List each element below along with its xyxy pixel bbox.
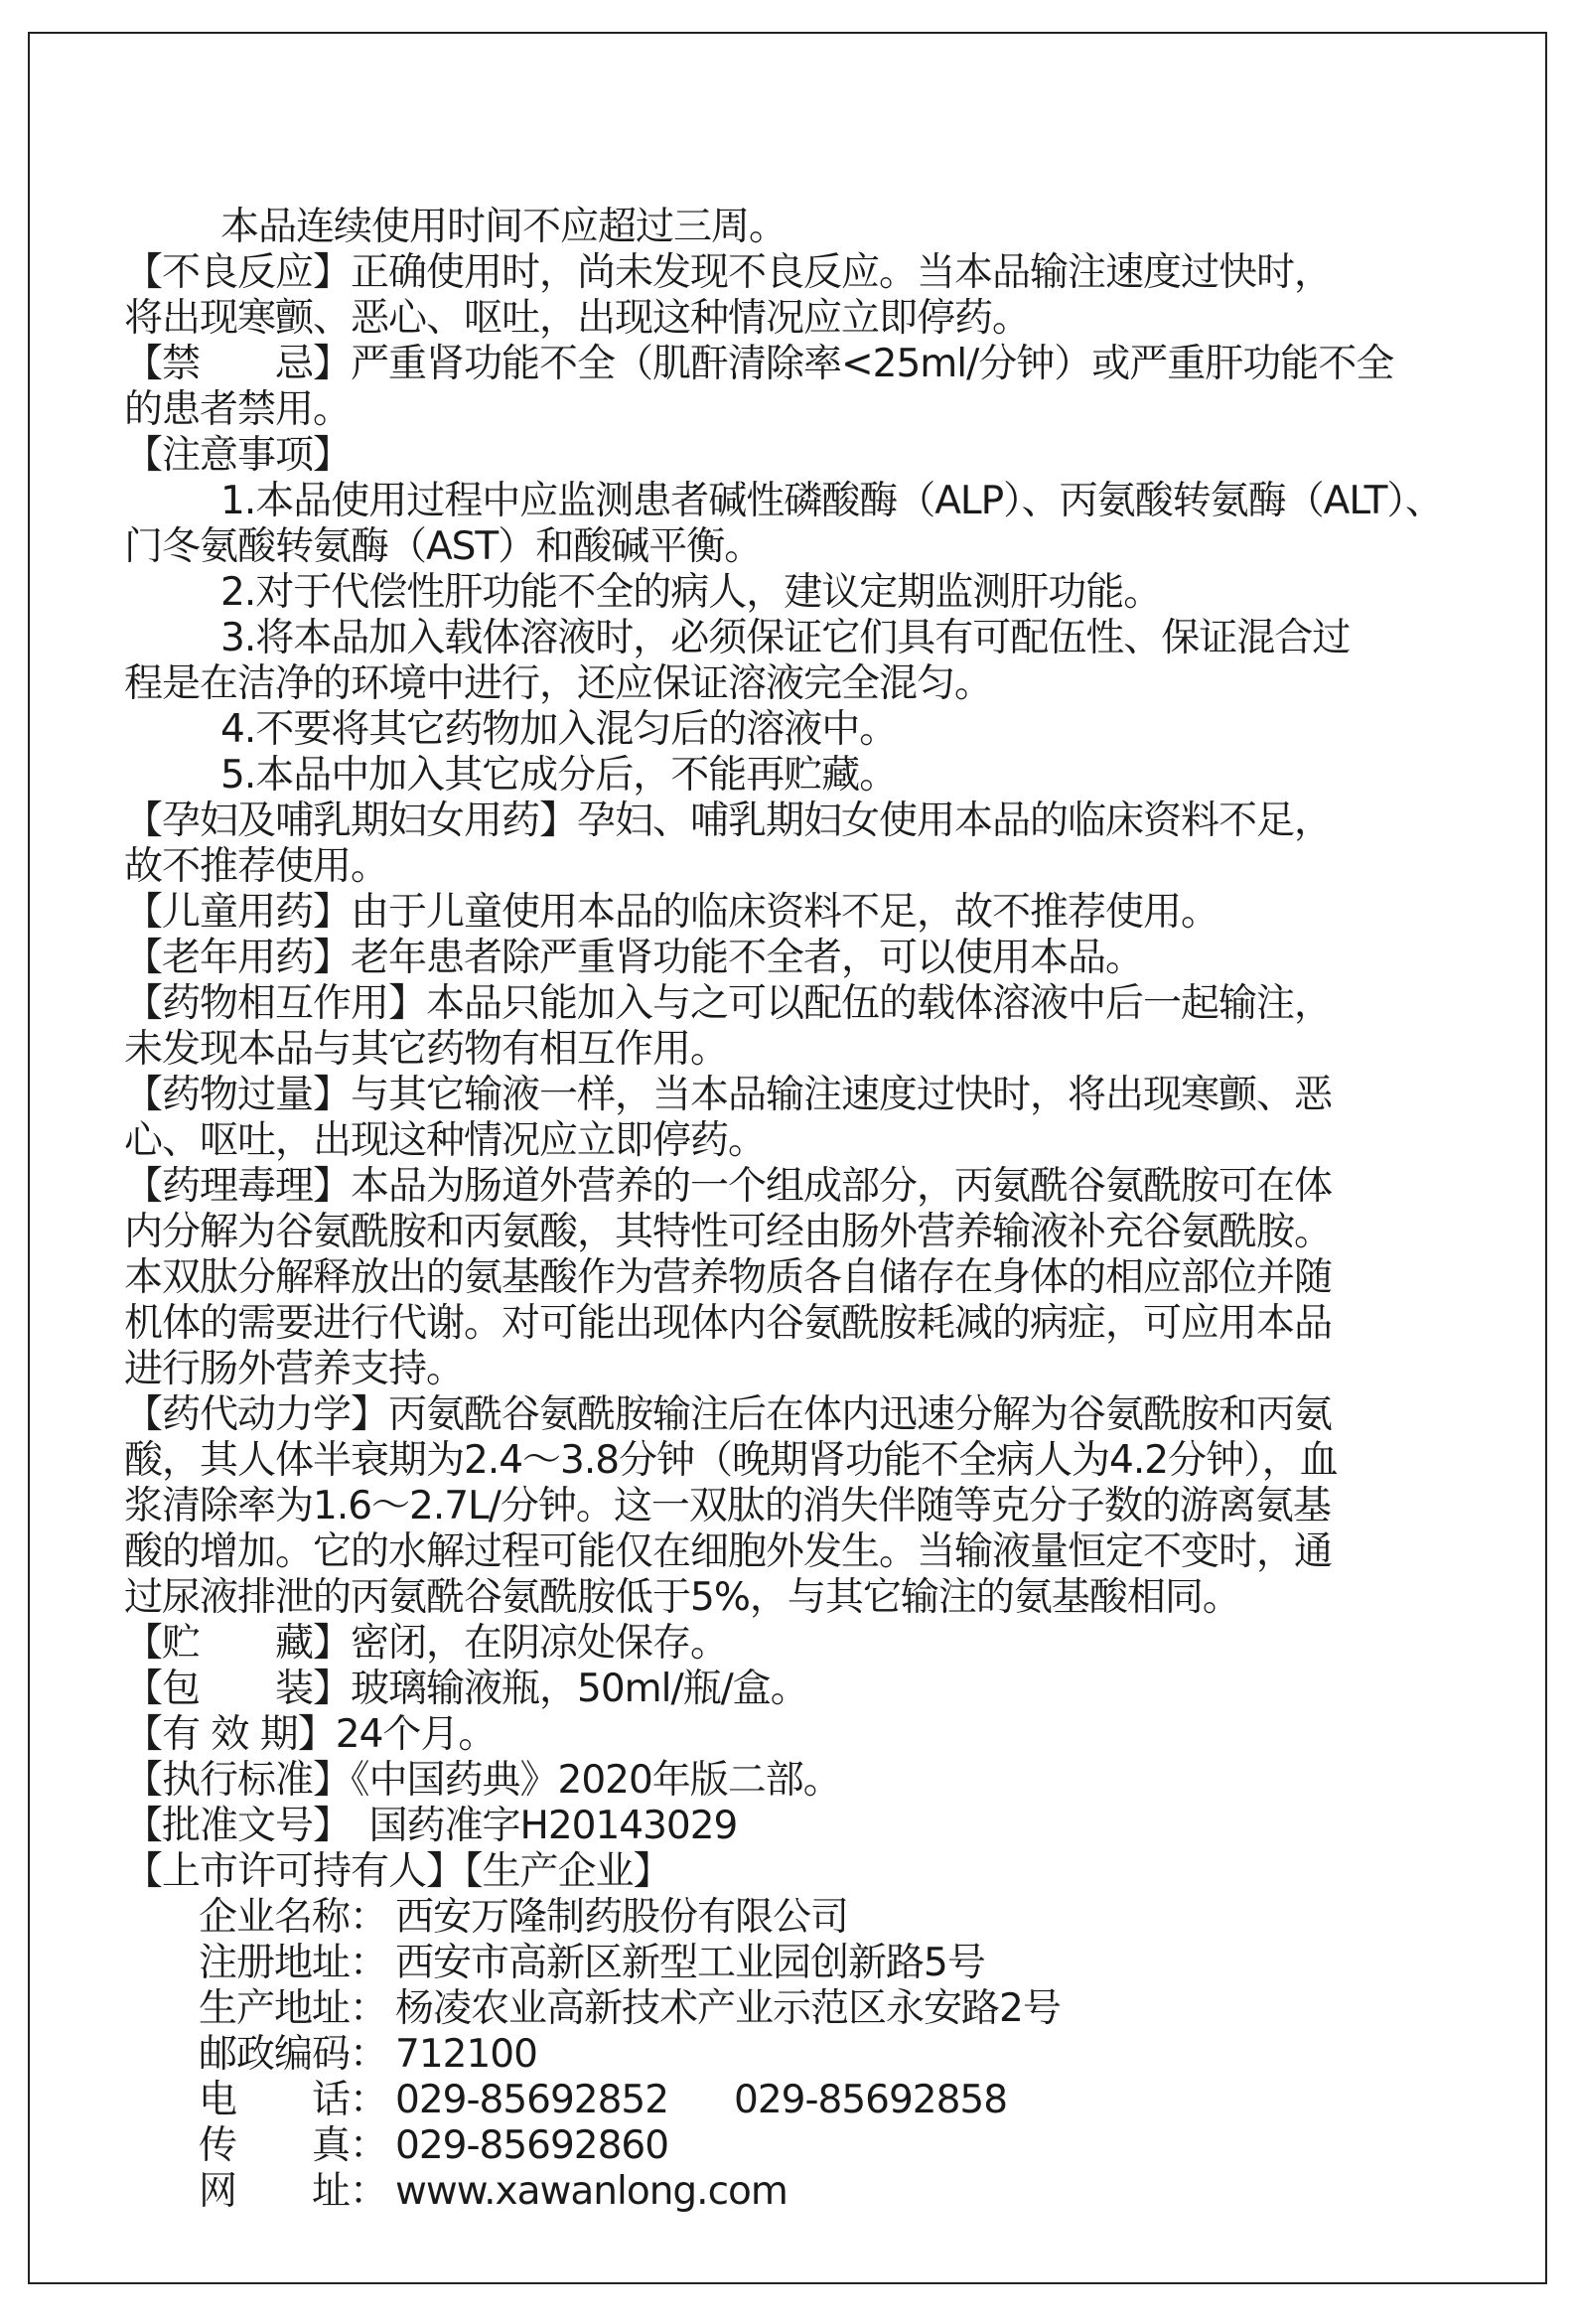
text-line: 浆清除率为1.6～2.7L/分钟。这一双肽的消失伴随等克分子数的游离氨基 [124,1484,1331,1528]
text-line: 门冬氨酸转氨酶（AST）和酸碱平衡。 [124,524,763,569]
company-name-value: 西安万隆制药股份有限公司 [395,1895,849,1940]
registered-address-row [199,1941,985,1986]
contraindications-heading: 【禁 忌】严重肾功能不全（肌酐清除率<25ml/分钟）或严重肝功能不全 [124,342,1394,386]
document-frame [28,32,1547,2284]
text-line: 的患者禁用。 [124,387,352,432]
company-name-row [199,1895,848,1941]
precaution-item: 1.本品使用过程中应监测患者碱性磷酸酶（ALP）、丙氨酸转氨酶（ALT）、 [220,479,1443,523]
standard-heading: 【执行标准】《中国药典》2020年版二部。 [124,1758,841,1803]
website-value: www.xawanlong.com [395,2169,788,2214]
storage-heading: 【贮 藏】密闭，在阴凉处保存。 [124,1621,729,1666]
precaution-item: 4.不要将其它药物加入混匀后的溶液中。 [220,707,898,752]
text-line: 心、呕吐，出现这种情况应立即停药。 [124,1118,767,1163]
pregnancy-heading: 【孕妇及哺乳期妇女用药】孕妇、哺乳期妇女使用本品的临床资料不足， [124,799,1333,843]
packaging-heading: 【包 装】玻璃输液瓶，50ml/瓶/盒。 [124,1667,808,1711]
registered-address-value: 西安市高新区新型工业园创新路5号 [395,1941,985,1985]
adverse-reactions-heading: 【不良反应】正确使用时，尚未发现不良反应。当本品输注速度过快时， [124,250,1333,295]
interactions-heading: 【药物相互作用】本品只能加入与之可以配伍的载体溶液中后一起输注， [124,981,1333,1026]
postal-code-row [199,2032,537,2078]
fax-label: 传 真： [199,2123,388,2168]
text-line: 内分解为谷氨酰胺和丙氨酸，其特性可经由肠外营养输液补充谷氨酰胺。 [124,1210,1333,1254]
text-line: 机体的需要进行代谢。对可能出现体内谷氨酰胺耗减的病症，可应用本品 [124,1301,1333,1346]
postal-code-label: 邮政编码： [199,2032,388,2077]
telephone-value-2: 029-85692858 [734,2078,1008,2122]
geriatric-use-heading: 【老年用药】老年患者除严重肾功能不全者，可以使用本品。 [124,936,1144,980]
precaution-item: 3.将本品加入载体溶液时，必须保证它们具有可配伍性、保证混合过 [220,616,1351,660]
overdose-heading: 【药物过量】与其它输液一样，当本品输注速度过快时，将出现寒颤、恶 [124,1073,1333,1117]
production-address-value: 杨凌农业高新技术产业示范区永安路2号 [395,1986,1061,2031]
text-line: 未发现本品与其它药物有相互作用。 [124,1027,729,1072]
fax-value: 029-85692860 [395,2123,669,2168]
website-label: 网 址： [199,2169,388,2214]
company-name-label: 企业名称： [199,1895,388,1940]
telephone-value-1: 029-85692852 [395,2078,669,2122]
website-row [199,2169,788,2215]
approval-number-heading: 【批准文号】 国药准字H20143029 [124,1804,738,1848]
text-line: 酸，其人体半衰期为2.4～3.8分钟（晚期肾功能不全病人为4.2分钟），血 [124,1438,1338,1483]
text-line: 本品连续使用时间不应超过三周。 [220,205,788,249]
fax-row [199,2123,668,2169]
shelf-life-heading: 【有 效 期】24个月。 [124,1712,497,1757]
registered-address-label: 注册地址： [199,1941,388,1985]
telephone-row [199,2078,1007,2123]
precaution-item: 2.对于代偿性肝功能不全的病人，建议定期监测肝功能。 [220,570,1162,615]
precaution-item: 5.本品中加入其它成分后，不能再贮藏。 [220,753,898,798]
postal-code-value: 712100 [395,2032,537,2077]
manufacturer-heading: 【上市许可持有人】【生产企业】 [124,1849,671,1894]
text-line: 进行肠外营养支持。 [124,1347,465,1391]
precautions-heading: 【注意事项】 [124,433,352,478]
text-line: 程是在洁净的环境中进行，还应保证溶液完全混匀。 [124,661,993,706]
telephone-label: 电 话： [199,2078,388,2122]
text-line: 故不推荐使用。 [124,844,389,889]
pharmacokinetics-heading: 【药代动力学】丙氨酰谷氨酰胺输注后在体内迅速分解为谷氨酰胺和丙氨 [124,1392,1333,1437]
leaflet-content [30,34,1545,2282]
text-line: 过尿液排泄的丙氨酰谷氨酰胺低于5%，与其它输注的氨基酸相同。 [124,1575,1240,1620]
text-line: 酸的增加。它的水解过程可能仅在细胞外发生。当输液量恒定不变时，通 [124,1529,1333,1574]
text-line: 本双肽分解释放出的氨基酸作为营养物质各自储存在身体的相应部位并随 [124,1255,1333,1300]
production-address-label: 生产地址： [199,1986,388,2031]
production-address-row [199,1986,1061,2032]
text-line: 将出现寒颤、恶心、呕吐，出现这种情况应立即停药。 [124,296,1031,341]
pediatric-use-heading: 【儿童用药】由于儿童使用本品的临床资料不足，故不推荐使用。 [124,890,1219,935]
pharmacology-heading: 【药理毒理】本品为肠道外营养的一个组成部分，丙氨酰谷氨酰胺可在体 [124,1164,1333,1209]
